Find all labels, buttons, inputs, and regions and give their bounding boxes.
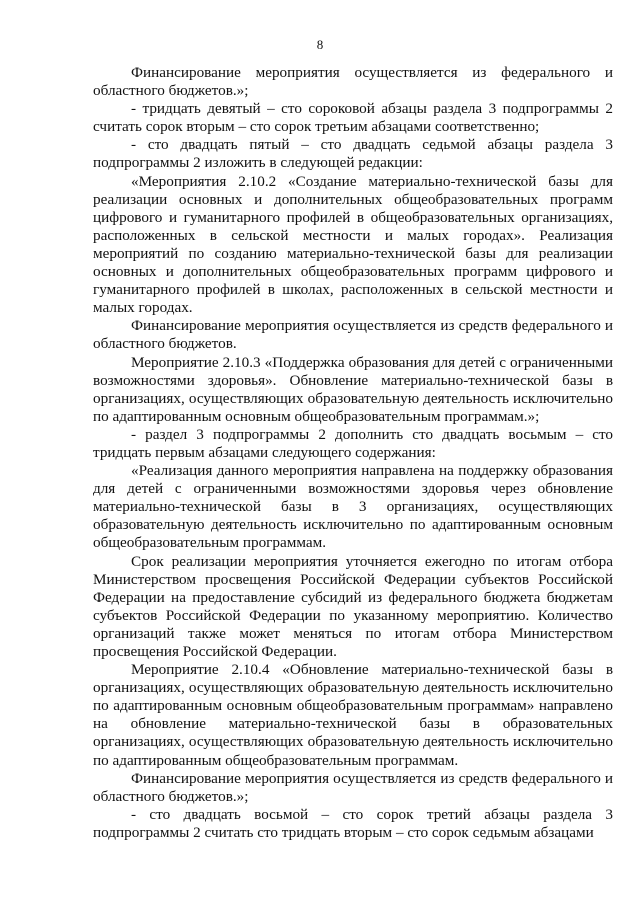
paragraph: Финансирование мероприятия осуществляется из федерального и областного бюджетов.»; <box>93 64 613 100</box>
paragraph: «Мероприятия 2.10.2 «Создание материально-технической базы для реализации основных и дополнительных общеобразовательных программ цифрового и гуманитарного профилей в общеобразовательных организациях, расположенных в сельской местности и малых городах». Реализация мероприятий по созданию материально-технической базы для реализации основных и дополнительных общеобразовательных программ цифрового и гуманитарного профилей в школах, расположенных в сельской местности и малых городах. <box>93 172 613 317</box>
paragraph: Финансирование мероприятия осуществляется из средств федерального и областного бюджетов.»; <box>93 769 613 805</box>
paragraph: Мероприятие 2.10.3 «Поддержка образования для детей с ограниченными возможностями здоровья». Обновление материально-технической базы в организациях, осуществляющих образовательную деятельность исключительно по адаптированным основным общеобразовательным программам.»; <box>93 353 613 425</box>
paragraph: Финансирование мероприятия осуществляется из средств федерального и областного бюджетов. <box>93 317 613 353</box>
paragraph: - тридцать девятый – сто сороковой абзацы раздела 3 подпрограммы 2 считать сорок вторым – сто сорок третьим абзацами соответственно; <box>93 100 613 136</box>
page-number: 8 <box>316 37 324 52</box>
paragraph: Срок реализации мероприятия уточняется ежегодно по итогам отбора Министерством просвещения Российской Федерации субъектов Российской Федерации на предоставление субсидий из федерального бюджета бюджетам субъектов Российской Федерации по указанному мероприятию. Количество организаций также может меняться по итогам отбора Министерством просвещения Российской Федерации. <box>93 552 613 660</box>
document-body <box>93 64 613 842</box>
paragraph: - сто двадцать восьмой – сто сорок третий абзацы раздела 3 подпрограммы 2 считать сто тридцать вторым – сто сорок седьмым абзацами <box>93 805 613 841</box>
paragraph: «Реализация данного мероприятия направлена на поддержку образования для детей с ограниченными возможностями здоровья через обновление материально-технической базы в 3 организациях, осуществляющих образовательную деятельность исключительно по адаптированным основным общеобразовательным программам. <box>93 462 613 552</box>
paragraph: - раздел 3 подпрограммы 2 дополнить сто двадцать восьмым – сто тридцать первым абзацами следующего содержания: <box>93 425 613 461</box>
paragraph: Мероприятие 2.10.4 «Обновление материально-технической базы в организациях, осуществляющих образовательную деятельность исключительно по адаптированным основным общеобразовательным программам» направлено на обновление материально-технической базы в образовательных организациях, осуществляющих образовательную деятельность исключительно по адаптированным общеобразовательным программам. <box>93 661 613 769</box>
paragraph: - сто двадцать пятый – сто двадцать седьмой абзацы раздела 3 подпрограммы 2 изложить в следующей редакции: <box>93 136 613 172</box>
